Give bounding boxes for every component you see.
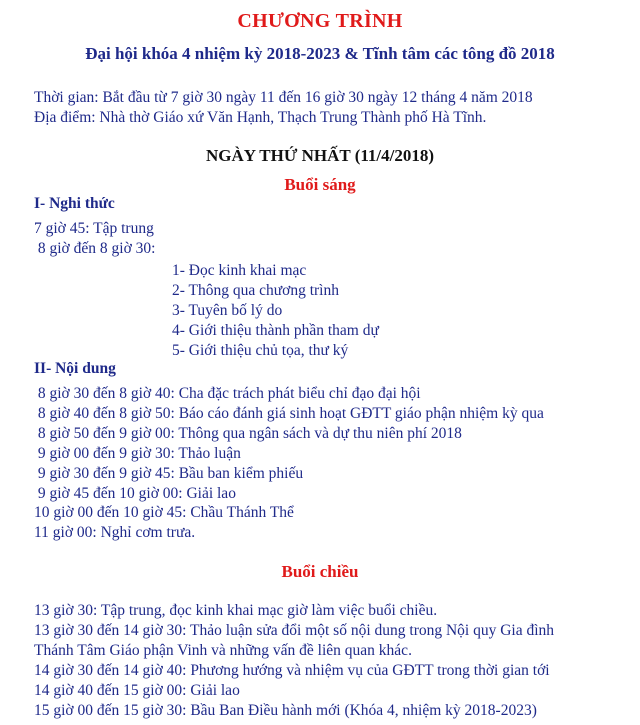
section-ceremony-title: I- Nghi thức — [34, 195, 115, 212]
afternoon-item: 13 giờ 30 đến 14 giờ 30: Thảo luận sửa đổi một số nội dung trong Nội quy Gia đình — [34, 622, 555, 639]
agenda-item: 10 giờ 00 đến 10 giờ 45: Chầu Thánh Thể — [34, 504, 294, 521]
afternoon-item: 14 giờ 30 đến 14 giờ 40: Phương hướng và nhiệm vụ của GĐTT trong thời gian tới — [34, 662, 550, 679]
time-info: Thời gian: Bắt đầu từ 7 giờ 30 ngày 11 đến 16 giờ 30 ngày 12 tháng 4 năm 2018 — [34, 89, 533, 106]
agenda-item: 8 giờ 40 đến 8 giờ 50: Báo cáo đánh giá sinh hoạt GĐTT giáo phận nhiệm kỳ qua — [34, 405, 544, 422]
agenda-item: 9 giờ 30 đến 9 giờ 45: Bầu ban kiểm phiếu — [34, 465, 304, 482]
section-content-title: II- Nội dung — [34, 360, 116, 377]
ceremony-item: 3- Tuyên bố lý do — [172, 302, 283, 319]
afternoon-session-heading: Buổi chiều — [281, 562, 359, 581]
afternoon-item: Thánh Tâm Giáo phận Vinh và những vấn đề liên quan khác. — [34, 642, 412, 659]
afternoon-item: 15 giờ 00 đến 15 giờ 30: Bầu Ban Điều hành mới (Khóa 4, nhiệm kỳ 2018-2023) — [34, 702, 537, 719]
document-title: CHƯƠNG TRÌNH — [237, 10, 403, 32]
ceremony-time-block: 8 giờ đến 8 giờ 30: — [34, 240, 156, 257]
ceremony-item: 4- Giới thiệu thành phần tham dự — [172, 322, 379, 339]
ceremony-item: 1- Đọc kinh khai mạc — [172, 262, 307, 279]
gather-line: 7 giờ 45: Tập trung — [34, 220, 154, 237]
agenda-item: 8 giờ 50 đến 9 giờ 00: Thông qua ngân sách và dự thu niên phí 2018 — [34, 425, 462, 442]
agenda-item: 8 giờ 30 đến 8 giờ 40: Cha đặc trách phát biểu chỉ đạo đại hội — [34, 385, 421, 402]
afternoon-item: 13 giờ 30: Tập trung, đọc kinh khai mạc giờ làm việc buổi chiều. — [34, 602, 438, 619]
agenda-item: 9 giờ 45 đến 10 giờ 00: Giải lao — [34, 485, 236, 502]
morning-session-heading: Buổi sáng — [284, 175, 356, 194]
agenda-item: 11 giờ 00: Nghỉ cơm trưa. — [34, 524, 196, 541]
document-subtitle: Đại hội khóa 4 nhiệm kỳ 2018-2023 & Tĩnh tâm các tông đồ 2018 — [85, 44, 555, 63]
afternoon-item: 14 giờ 40 đến 15 giờ 00: Giải lao — [34, 682, 240, 699]
ceremony-item: 5- Giới thiệu chủ tọa, thư ký — [172, 342, 349, 359]
place-info: Địa điểm: Nhà thờ Giáo xứ Văn Hạnh, Thạch Trung Thành phố Hà Tĩnh. — [34, 109, 487, 126]
ceremony-item: 2- Thông qua chương trình — [172, 282, 339, 299]
agenda-item: 9 giờ 00 đến 9 giờ 30: Thảo luận — [34, 445, 241, 462]
day-one-heading: NGÀY THỨ NHẤT (11/4/2018) — [205, 146, 435, 165]
